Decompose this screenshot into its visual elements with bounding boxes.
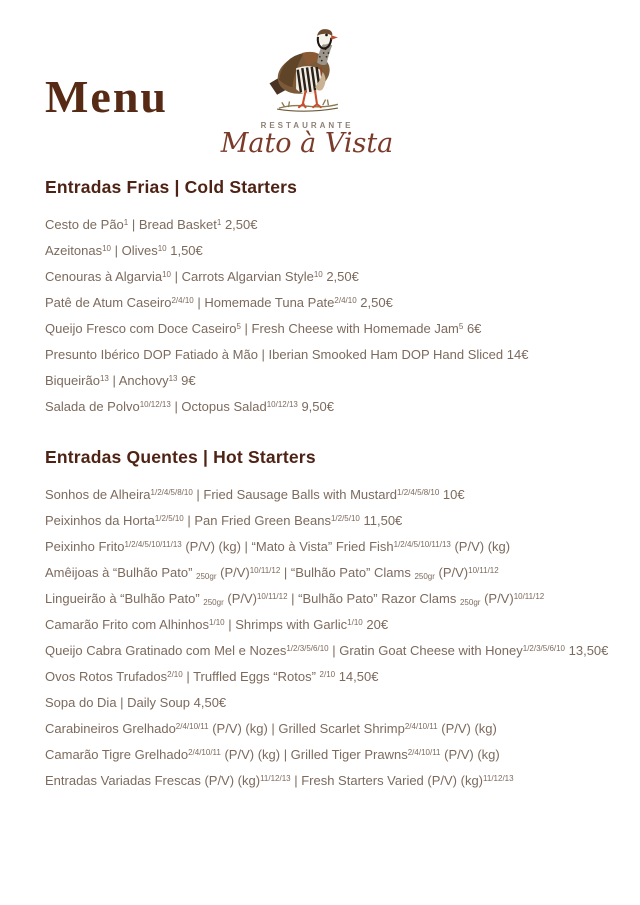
allergen-superscript: 1/2/4/5/8/10 [397,487,440,497]
allergen-superscript: 1/2/4/5/10/11/13 [393,539,451,549]
allergen-superscript: 10 [157,243,167,253]
item-text: | Gratin Goat Cheese with Honey [328,642,523,658]
item-text: (P/V) [216,564,250,580]
item-text: | Homemade Tuna Pate [193,294,335,310]
item-text: | Fried Sausage Balls with Mustard [192,486,398,502]
allergen-superscript: 13 [99,373,109,383]
item-text: 10€ [439,486,465,502]
item-text: (P/V) [223,590,257,606]
page-header [0,0,640,162]
item-text: 2,50€ [356,294,393,310]
item-text: | Fresh Cheese with Homemade Jam [240,320,459,336]
item-text: Carabineiros Grelhado [45,720,176,736]
page-title: Menu [45,71,168,122]
allergen-superscript: 11/12/13 [483,773,514,783]
item-text: Entradas Variadas Frescas (P/V) (kg) [45,772,261,788]
item-text: 20€ [362,616,389,632]
menu-item [45,367,600,393]
item-text: 13,50€ [565,642,609,658]
item-text: Biqueirão [45,372,100,388]
portion-subscript: 250gr [414,571,435,581]
section-title: Entradas Quentes | Hot Starters [45,447,316,467]
item-text: 11,50€ [359,512,403,528]
item-text: Peixinho Frito [45,538,125,554]
section-title: Entradas Frias | Cold Starters [45,177,298,197]
item-text: Queijo Fresco com Doce Caseiro [45,320,237,336]
item-text: Azeitonas [45,242,103,258]
menu-item [45,341,600,367]
item-text: 9,50€ [297,398,334,414]
allergen-superscript: 1/2/3/5/6/10 [286,643,329,653]
menu-item [45,263,600,289]
allergen-superscript: 1/2/3/5/6/10 [522,643,566,653]
item-text: (P/V) (kg) [437,720,497,736]
allergen-superscript: 1 [123,217,129,227]
item-text: 9€ [177,372,196,388]
allergen-superscript: 2/4/10/11 [407,747,441,757]
item-text: | Pan Fried Green Beans [183,512,331,528]
menu-item [45,611,600,637]
allergen-superscript: 1/10 [209,617,225,627]
menu-item [45,507,600,533]
menu-item [45,315,600,341]
item-text: Cenouras à Algarvia [45,268,163,284]
menu-section [45,447,609,793]
partridge-icon [260,24,355,120]
allergen-superscript: 10/12/13 [139,399,171,409]
item-text: Presunto Ibérico DOP Fatiado à Mão | Iberian Smooked Ham DOP Hand Sliced 14€ [45,346,529,362]
allergen-superscript: 5 [236,321,241,331]
menu-item [45,715,600,741]
item-text: (P/V) [480,590,514,606]
item-text: (P/V) (kg) | “Mato à Vista” Fried Fish [181,538,394,554]
menu-item [45,741,600,767]
allergen-superscript: 10 [313,269,323,279]
menu-item [45,689,600,715]
item-text: Queijo Cabra Gratinado com Mel e Nozes [45,642,287,658]
item-text: Cesto de Pão [45,216,124,232]
allergen-superscript: 5 [458,321,464,331]
allergen-superscript: 11/12/13 [260,773,291,783]
item-text: Patê de Atum Caseiro [45,294,172,310]
item-text: Camarão Tigre Grelhado [45,746,189,762]
item-text: 2,50€ [322,268,359,284]
allergen-superscript: 10/11/12 [513,591,545,601]
allergen-superscript: 1 [216,217,222,227]
item-text: (P/V) (kg) | Grilled Tiger Prawns [220,746,408,762]
allergen-superscript: 1/10 [347,617,363,627]
item-text: Lingueirão à “Bulhão Pato” [45,590,204,606]
item-text: | Fresh Starters Varied (P/V) (kg) [290,772,484,788]
item-text: Sonhos de Alheira [45,486,151,502]
item-text: 1,50€ [166,242,203,258]
portion-subscript: 250gr [203,597,224,607]
item-text: | Anchovy [108,372,169,388]
restaurant-logo [197,24,417,159]
item-text: | “Bulhão Pato” Clams [280,564,415,580]
menu-item [45,637,609,663]
menu-item [45,559,600,585]
item-text: | Bread Basket [128,216,217,232]
item-text: (P/V) (kg) | Grilled Scarlet Shrimp [208,720,405,736]
menu-item [45,393,600,419]
allergen-superscript: 2/4/10 [171,295,194,305]
item-text: 2,50€ [221,216,258,232]
item-text: 14,50€ [335,668,379,684]
allergen-superscript: 1/2/4/5/10/11/13 [124,539,182,549]
menu-section [45,177,600,419]
item-text: Sopa do Dia | Daily Soup 4,50€ [45,694,227,710]
item-text: Ovos Rotos Trufados [45,668,168,684]
allergen-superscript: 1/2/5/10 [154,513,184,523]
allergen-superscript: 10/12/13 [266,399,298,409]
allergen-superscript: 10/11/12 [249,565,281,575]
logo-restaurant-name: Mato à Vista [220,128,394,159]
allergen-superscript: 2/4/10/11 [175,721,209,731]
item-text: (P/V) [434,564,469,580]
menu-item [45,585,600,611]
allergen-superscript: 10 [162,269,171,279]
logo-restaurante-label: RESTAURANTE [260,121,354,130]
allergen-superscript: 10/11/12 [256,591,288,601]
allergen-superscript: 10 [102,243,111,253]
item-text: Salada de Polvo [45,398,140,414]
item-text: | Shrimps with Garlic [224,616,348,632]
item-text: | Truffled Eggs “Rotos” [182,668,320,684]
portion-subscript: 250gr [459,597,481,607]
allergen-superscript: 2/4/10 [334,295,357,305]
allergen-superscript: 10/11/12 [468,565,499,575]
item-text: | Carrots Algarvian Style [170,268,314,284]
menu-item [45,211,600,237]
item-text: (P/V) (kg) [440,746,500,762]
allergen-superscript: 2/10 [319,669,336,679]
item-text: | Octopus Salad [170,398,267,414]
item-text: Amêijoas à “Bulhão Pato” [45,564,197,580]
allergen-superscript: 1/2/4/5/8/10 [150,487,193,497]
item-text: Camarão Frito com Alhinhos [45,616,210,632]
portion-subscript: 250gr [196,571,217,581]
menu-item [45,663,600,689]
menu-item [45,767,600,793]
menu-item [45,237,600,263]
allergen-superscript: 2/4/10/11 [404,721,438,731]
menu-item [45,481,600,507]
item-text: (P/V) (kg) [450,538,511,554]
allergen-superscript: 2/10 [167,669,183,679]
menu-item [45,289,600,315]
item-text: | “Bulhão Pato” Razor Clams [287,590,460,606]
item-text: | Olives [111,242,158,258]
allergen-superscript: 1/2/5/10 [330,513,360,523]
menu-item [45,533,600,559]
allergen-superscript: 2/4/10/11 [188,747,221,757]
item-text: 6€ [463,320,482,336]
allergen-superscript: 13 [168,373,178,383]
menu-sections [0,162,640,793]
item-text: Peixinhos da Horta [45,512,155,528]
